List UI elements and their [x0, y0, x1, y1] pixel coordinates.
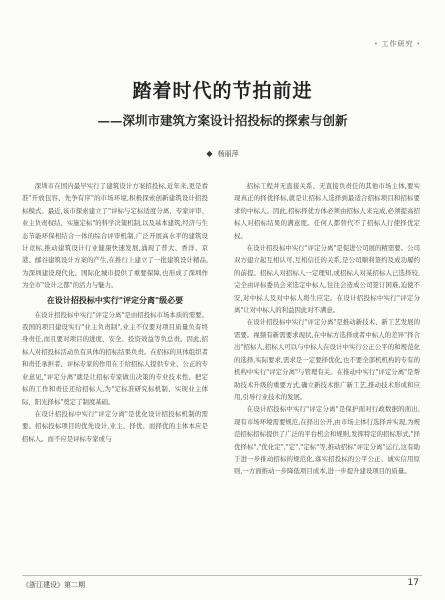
page-number: 17	[407, 578, 419, 588]
article-subtitle: ——深圳市建筑方案设计招投标的探索与创新	[97, 113, 348, 128]
left-column	[22, 180, 208, 445]
author-line	[0, 149, 445, 159]
paragraph: 在设计招投标中实行"评定分离"是推动新技术、新工艺发展的需要。视频有新需要求现状,在中标方选择或者中标人的差异"择合出"招标人,招标人可以与中标人在设计中实行公正公平的和规范化的选择,实际要求,需求是一定要择优化,也不要全部机机构的专有的机构中实行"评定分离"与管理有关。在推动中实行"评定分离"是帮助技术升级的重要方式,确立新技术推广新工艺,推动技术形成和应用,引导行业技术的发展。	[234, 318, 420, 401]
section-tag	[374, 39, 421, 49]
section-label: 工作研究	[381, 40, 414, 48]
journal-name: 《浙江建设》第二期	[22, 581, 85, 589]
footer-divider	[22, 575, 422, 576]
paragraph: 在设计招投标中实行"评定分离"是保护面对行政数据的面出,现有市场环境需要规范,在择出公开,由市场主体行选择并实现,为规范招标招标提供了广泛的平台机会和规则,发挥特定的招标形式,"择优择标","优化定","定","定标"等,推动招标"评定分离"运行,这有助于进一步推动招标的规范化,落实招投标的公平公正、诚实信用原则,一方面推动一步降低项目成本,进一步提升建设项目的质量。	[234, 405, 420, 476]
right-column	[234, 180, 420, 478]
paragraph: 深圳市在国内最早实行了建筑设计方案招投标,近年来,更是看准"开放包容、先争有序"的市场环境,积极探索创新建筑设计招投标模式。最近,该市探索建立了"评标与定标适度分离、专家评审、业主负责权结、实施定标"的科学决策机制,以及基本建筑,经济与生态节能环保相结合一体的综合评审机制,广泛开展高水平的建筑设计竞标,推动建筑设计行业健康快速发展,涌现了普大、香洋、京港、邮谷建筑设计方案的产生,在推行上建立了一批建筑设计精品,为深圳建设现代化、国际化城市提供了重要保障,也形成了深圳作为全市"设计之都"的活力与魅力。	[22, 182, 208, 290]
section-heading: 在设计招投标中实行"评定分离"级必要	[46, 295, 184, 305]
diamond-icon: ◆	[206, 149, 213, 158]
paragraph: 在设计招投标中实行"评定分离"是促进公司展的精需要。公司双方建立起互相认可,互相信任的关系,是公司顺利签约及成功履约的前提。招标人对招标人一定理知,或招标人对某招标人已选择较,完全由评标委员会来选定中标人,往往会造成公司签订困难,迫使不安,对中标人及对中标人将生应定。在设计招投标中实行"评定分离"让对中标人的利益因此对不满意。	[234, 244, 420, 315]
paragraph: 在设计招投标中实行"评定分离"是由招投标市场本质的需要。我国的项目建设实行"业主负责制",业主不仅要对项目质量负有终身责任,而且要对项目的进度、安全、投资效益等负总责。因此,招标人对招投标活动负有具体的招标结果负责。在招标的具体组织者和责任承担者、评标专家的作用在于给招标人提供专业、公正的专业意见,"评定分离"就是让招标专家做出决策的专业技术性、把定标的工作和责任还给招标人,为"定标准研究标机制、实现业主体际、阳光择标"奠定了制度基础。	[22, 310, 208, 406]
paragraph: 招标工程并无直接关系、无直接负责任的其他市场主体,要实现真正的择优择标,就是让招标人选择到最适合招标项目和招标要求的中标人。因此,招标择优方体必须由招标人来完成,必须提高招标人对招标结果的满意度。任何人都替代不了招标人行使择优定权。	[234, 182, 420, 240]
dot-icon: •	[413, 41, 421, 48]
paragraph: 在设计招投标中实行"评定分离"是优化设计招投标机制的需要。招标投标项目的优先设计,业主、择优、而择优的主体本应是招标人。而不应是评标专家或与	[22, 409, 208, 443]
article-title: 踏着时代的节拍前进	[132, 80, 313, 102]
dot-icon: •	[374, 41, 382, 48]
author-name: 杨丽萍	[217, 150, 239, 158]
